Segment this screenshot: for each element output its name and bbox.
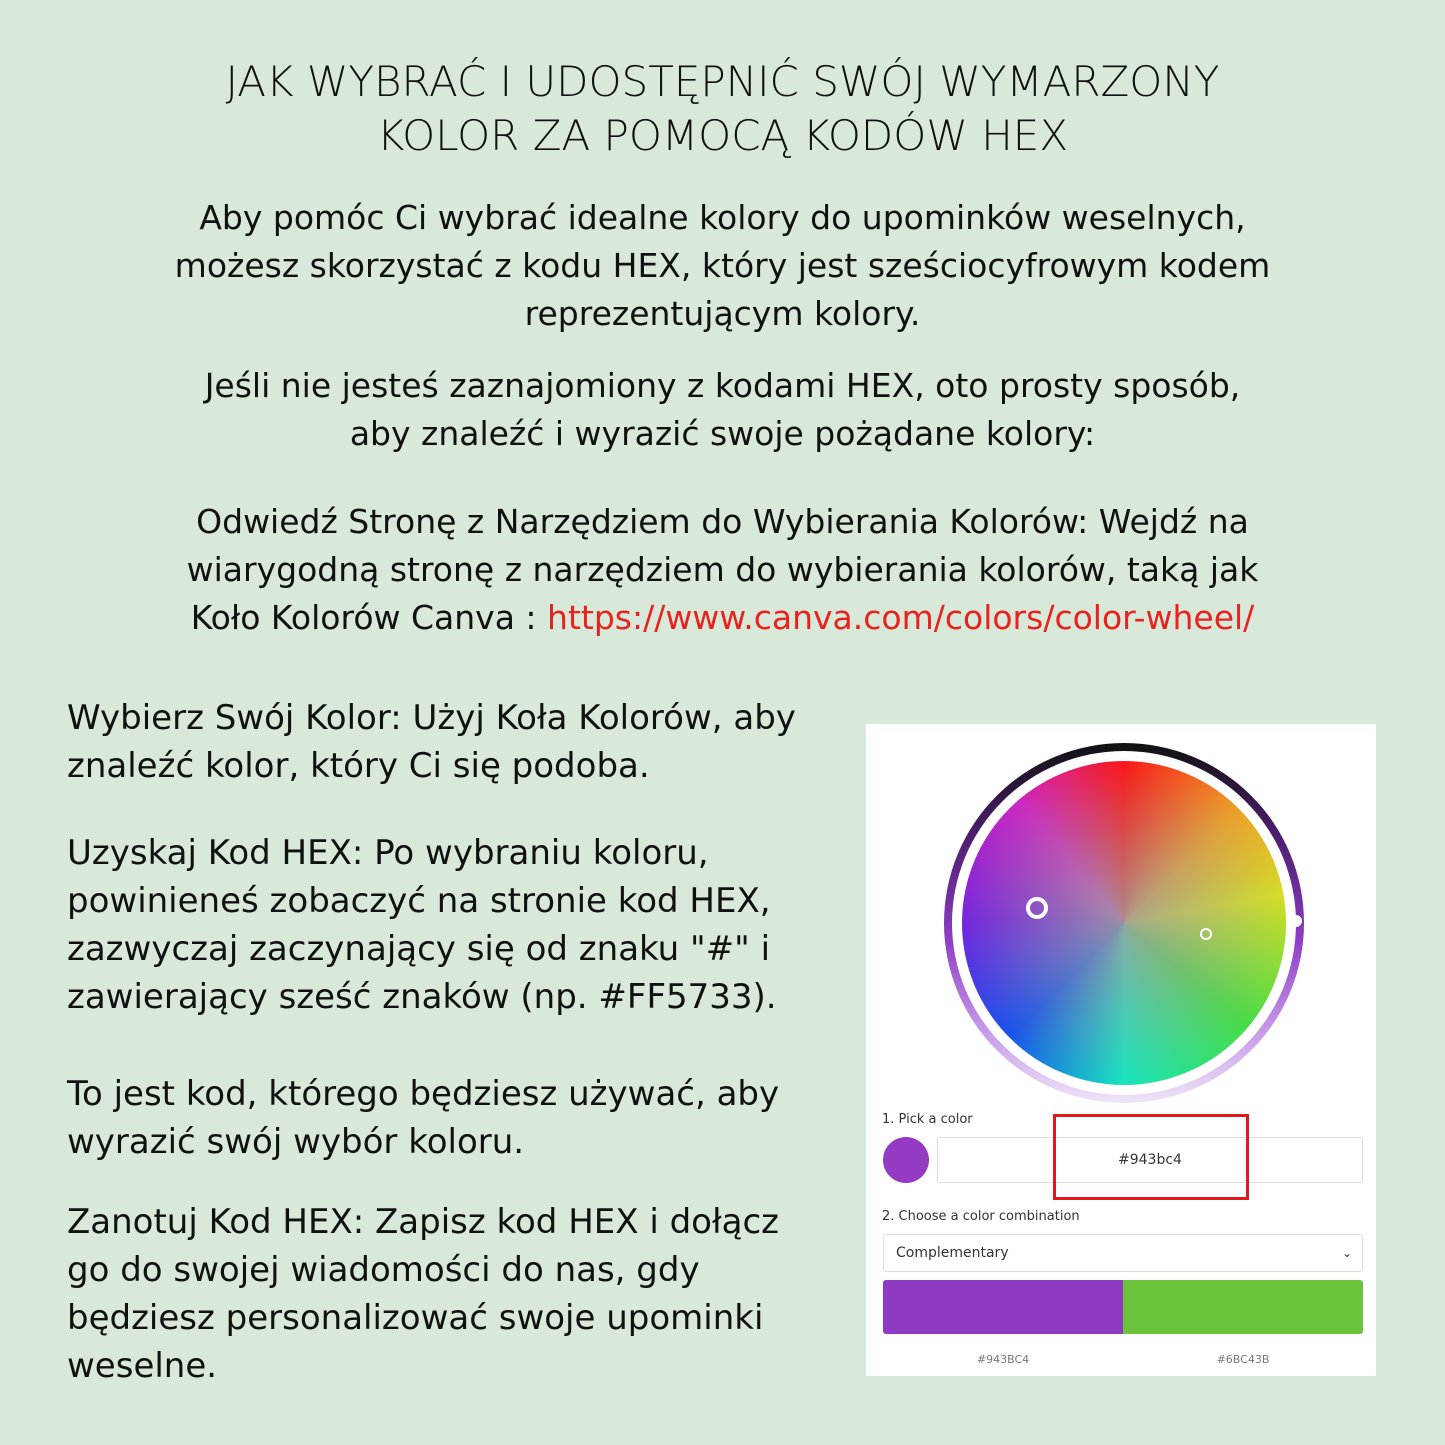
text-line	[0, 594, 1445, 642]
selected-color-swatch	[883, 1137, 929, 1183]
text-line: zazwyczaj zaczynający się od znaku "#" i	[67, 929, 771, 969]
combo-hex-2: #6BC43B	[1216, 1353, 1270, 1366]
combo-color-2[interactable]	[1123, 1280, 1363, 1334]
highlight-box	[1053, 1114, 1249, 1200]
text-line: reprezentującym kolory.	[524, 294, 921, 333]
text-line: znaleźć kolor, który Ci się podoba.	[67, 746, 650, 786]
text-line: Zanotuj Kod HEX: Zapisz kod HEX i dołącz	[67, 1202, 780, 1242]
title-line: JAK WYBRAĆ I UDOSTĘPNIĆ SWÓJ WYMARZONY	[225, 57, 1220, 106]
text-line: weselne.	[67, 1346, 218, 1386]
step-visit-paragraph	[0, 498, 1445, 642]
combo-color-1[interactable]	[883, 1280, 1123, 1334]
text-line: Aby pomóc Ci wybrać idealne kolory do upominków weselnych,	[199, 198, 1246, 237]
text-line: zawierający sześć znaków (np. #FF5733).	[67, 977, 777, 1017]
text-line: Odwiedź Stronę z Narzędziem do Wybierania Kolorów: Wejdź na	[196, 502, 1249, 541]
text-line: Jeśli nie jesteś zaznajomiony z kodami HEX, oto prosty sposób,	[204, 366, 1241, 405]
text-line: To jest kod, którego będziesz używać, aby	[67, 1074, 780, 1114]
color-wheel-screenshot	[866, 724, 1376, 1376]
intro2-paragraph	[0, 362, 1445, 458]
text-line: go do swojej wiadomości do nas, gdy	[67, 1250, 700, 1290]
page-title	[0, 55, 1445, 163]
combo-label: 2. Choose a color combination	[882, 1209, 1080, 1224]
text-prefix: Koło Kolorów Canva :	[190, 598, 548, 637]
canva-color-wheel-link[interactable]: https://www.canva.com/colors/color-wheel/	[547, 598, 1255, 637]
step-choose-paragraph	[67, 694, 796, 790]
title-line: KOLOR ZA POMOCĄ KODÓW HEX	[376, 111, 1069, 160]
combination-select[interactable]	[883, 1234, 1363, 1272]
step-usage-paragraph	[67, 1070, 779, 1166]
step-note-paragraph	[67, 1198, 779, 1390]
hex-input[interactable]: #943bc4	[937, 1137, 1363, 1183]
primary-color-handle[interactable]	[1026, 897, 1048, 919]
text-line: powinieneś zobaczyć na stronie kod HEX,	[67, 881, 771, 921]
text-line: wiarygodną stronę z narzędziem do wybierania kolorów, taką jak	[186, 550, 1259, 589]
text-line: Uzyskaj Kod HEX: Po wybraniu koloru,	[67, 833, 709, 873]
text-line: aby znaleźć i wyrazić swoje pożądane kolory:	[349, 414, 1096, 453]
intro-paragraph	[0, 194, 1445, 338]
text-line: możesz skorzystać z kodu HEX, który jest sześciocyfrowym kodem	[174, 246, 1271, 285]
secondary-color-handle[interactable]	[1200, 928, 1212, 940]
pick-color-label: 1. Pick a color	[882, 1112, 973, 1127]
brightness-ring[interactable]	[944, 743, 1304, 1103]
text-line: będziesz personalizować swoje upominki	[67, 1298, 764, 1338]
color-wheel[interactable]	[962, 761, 1286, 1085]
text-line: Wybierz Swój Kolor: Użyj Koła Kolorów, aby	[67, 698, 796, 738]
ring-handle[interactable]	[1290, 915, 1302, 927]
step-get-hex-paragraph	[67, 829, 777, 1021]
chevron-down-icon: ⌄	[1341, 1246, 1352, 1260]
combination-value: Complementary	[896, 1245, 1009, 1261]
text-line: wyrazić swój wybór koloru.	[67, 1122, 525, 1162]
combo-hex-1: #943BC4	[976, 1353, 1030, 1366]
